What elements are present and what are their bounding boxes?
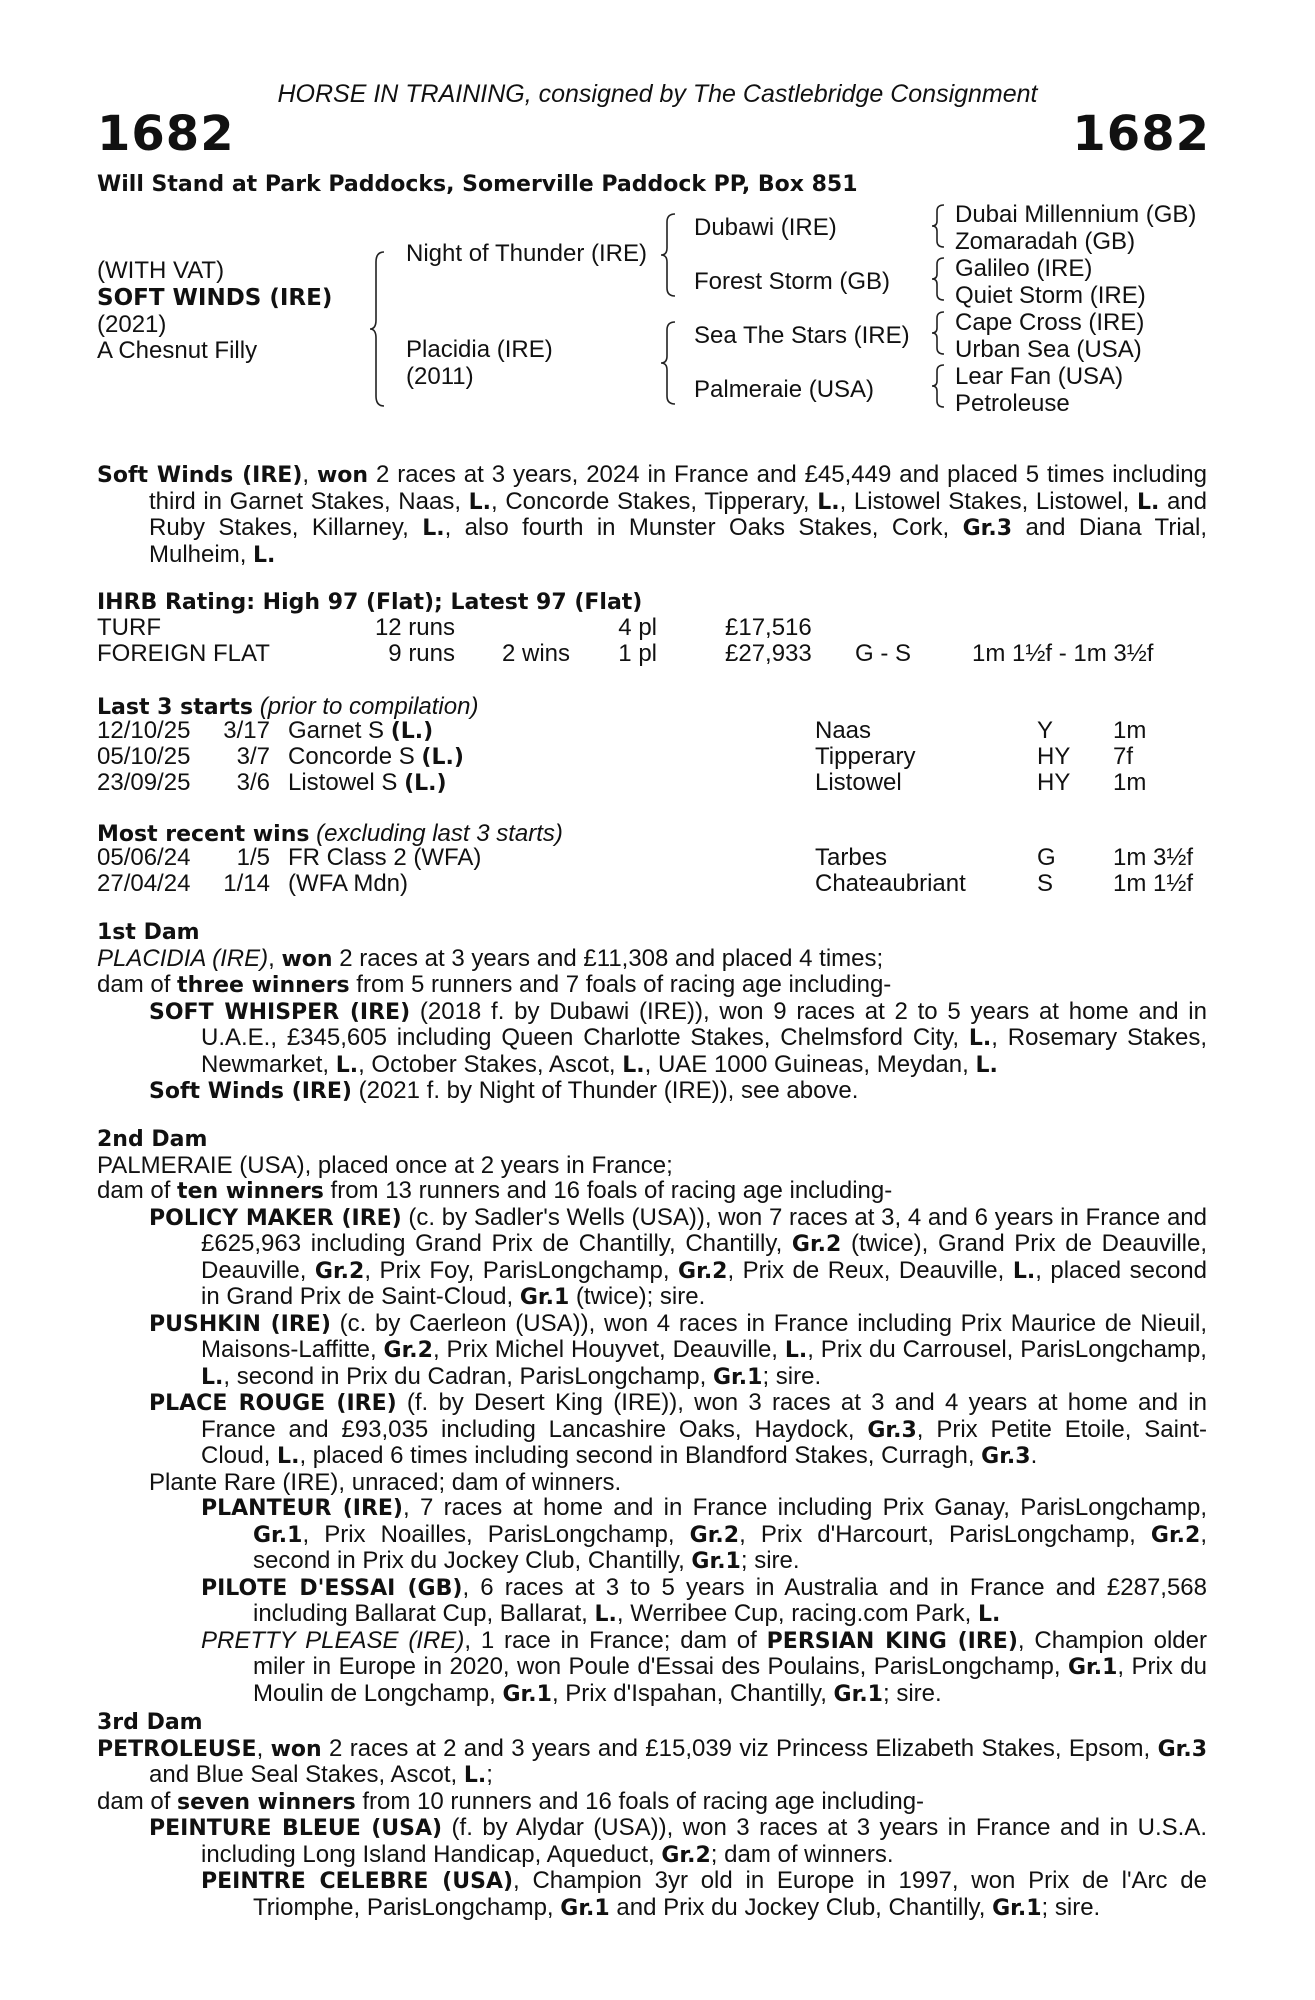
group-mark: Gr.2 <box>314 1258 365 1284</box>
pedigree-brace-g1 <box>932 203 946 249</box>
produce-record: , placed second in Grand Prix de Saint-Cloud, <box>201 1256 1207 1310</box>
start-race-grade: (L.) <box>421 745 464 770</box>
start-race <box>288 770 447 797</box>
produce-record: . <box>1030 1442 1038 1469</box>
start-distance: 1m <box>1113 769 1147 796</box>
group-mark: Gr.1 <box>1067 1655 1118 1680</box>
rating-wins: 2 wins <box>501 640 570 667</box>
rating-distance: 1m 1½f - 1m 3½f <box>972 640 1154 667</box>
win-going: S <box>1037 870 1054 897</box>
vat-label: (WITH VAT) <box>97 257 225 284</box>
produce-record: (twice), Grand Prix de Deauville, Deauville, <box>201 1230 1207 1284</box>
win-date: 27/04/24 <box>97 870 191 897</box>
pedigree-g7: Lear Fan (USA) <box>955 363 1124 390</box>
win-course: Tarbes <box>815 844 888 871</box>
dam-record: 2 races at 3 years and £11,308 and placed 4 times; <box>332 944 884 972</box>
listed-mark: L. <box>201 1364 224 1390</box>
start-race-name: Listowel S <box>288 769 405 796</box>
start-going: Y <box>1037 717 1054 744</box>
rating-placed: 1 pl <box>618 640 657 667</box>
group-mark: Gr.1 <box>713 1364 763 1390</box>
listed-mark: L. <box>977 1602 1001 1627</box>
pedigree-sire-dam: Forest Storm (GB) <box>694 268 891 295</box>
start-date: 12/10/25 <box>97 717 191 744</box>
produce-name: PUSHKIN (IRE) <box>149 1311 331 1337</box>
group-mark: Gr.1 <box>519 1285 570 1310</box>
start-going: HY <box>1037 769 1071 796</box>
third-dam-title: 3rd Dam <box>97 1710 203 1735</box>
produce-record: , 1 race in France; dam of <box>464 1626 767 1654</box>
start-race-grade: (L.) <box>390 719 434 744</box>
produce-record: , Prix Petite Etoile, Saint-Cloud, <box>201 1415 1207 1469</box>
listed-mark: L. <box>1136 489 1160 515</box>
produce-name: PERSIAN KING (IRE) <box>766 1628 1018 1654</box>
win-race: FR Class 2 (WFA) <box>288 844 482 871</box>
produce-name: PEINTRE CELEBRE (USA) <box>201 1869 514 1894</box>
produce-name: POLICY MAKER (IRE) <box>149 1205 402 1231</box>
pedigree-dam: Placidia (IRE) <box>406 336 553 363</box>
start-date: 23/09/25 <box>97 769 191 796</box>
listed-mark: L. <box>817 489 840 515</box>
second-dam-title: 2nd Dam <box>97 1127 208 1152</box>
pedigree-g4: Quiet Storm (IRE) <box>955 282 1146 309</box>
listed-mark: L. <box>253 542 276 568</box>
group-mark: Gr.2 <box>383 1338 433 1363</box>
produce-record: (c. by Caerleon (USA)), won 4 races in France including Prix Maurice de Nieuil, Maisons-Laffitte, <box>201 1309 1207 1363</box>
pedigree-g6: Urban Sea (USA) <box>955 336 1142 363</box>
group-mark: Gr.3 <box>867 1417 917 1443</box>
dam-of-prefix: dam of <box>97 1787 178 1815</box>
pedigree-g5: Cape Cross (IRE) <box>955 309 1145 336</box>
win-position: 1/5 <box>236 844 270 871</box>
rating-surface: FOREIGN FLAT <box>97 640 270 667</box>
produce-name: SOFT WHISPER (IRE) <box>149 999 411 1025</box>
rating-placed: 4 pl <box>618 614 657 641</box>
start-race-name: Concorde S <box>288 743 422 770</box>
produce-record: ; sire. <box>740 1547 800 1574</box>
dam-of-prefix: dam of <box>97 971 178 998</box>
produce-record: , Prix Michel Houyvet, Deauville, <box>432 1336 785 1363</box>
summary-horse-name: Soft Winds (IRE) <box>97 463 303 488</box>
start-date: 05/10/25 <box>97 743 191 770</box>
start-distance: 7f <box>1113 743 1134 770</box>
pedigree-g2: Zomaradah (GB) <box>955 228 1136 255</box>
group-mark: Gr.2 <box>661 1842 711 1868</box>
pedigree-dam-dam: Palmeraie (USA) <box>694 376 875 403</box>
produce-record: , placed 6 times including second in Blandford Stakes, Curragh, <box>299 1442 982 1469</box>
summary-text: and Ruby Stakes, Killarney, <box>149 487 1207 541</box>
produce-name: PLANTEUR (IRE) <box>201 1496 403 1521</box>
produce-name: PEINTURE BLEUE (USA) <box>149 1816 443 1841</box>
produce-record: ; dam of winners. <box>710 1840 894 1868</box>
start-position: 3/17 <box>223 717 270 744</box>
listed-mark: L. <box>968 1026 992 1051</box>
dam-name: PETROLEUSE <box>97 1736 257 1762</box>
group-mark: Gr.3 <box>962 516 1013 541</box>
race-summary: Soft Winds (IRE), won 2 races at 3 years, 2024 in France and £45,449 and placed 5 times including third in Garnet Stakes, Naas, L., Concorde Stakes, Tipperary, L., Listowel Stakes, Listowel, L. and Ruby Stakes, Killarney, L., also fourth in Munster Oaks Stakes, Cork, Gr.3 and Diana Trial, Mulheim, L. <box>97 461 1207 568</box>
group-mark: Gr.3 <box>981 1444 1031 1469</box>
produce-record: and Prix du Jockey Club, Chantilly, <box>609 1893 993 1921</box>
dam-record: and Blue Seal Stakes, Ascot, <box>149 1761 464 1788</box>
winners-count: three winners <box>177 973 350 998</box>
start-going: HY <box>1037 743 1071 770</box>
listed-mark: L. <box>975 1052 998 1078</box>
first-dam-title: 1st Dam <box>97 920 200 945</box>
produce-summary: from 13 runners and 16 foals of racing age including- <box>323 1177 893 1204</box>
consignment-line: HORSE IN TRAINING, consigned by The Castlebridge Consignment <box>277 80 1038 108</box>
produce-record: (f. by Alydar (USA)), won 3 races at 3 years in France and in U.S.A. including Long Island Handicap, Aqueduct, <box>201 1814 1207 1868</box>
start-course: Listowel <box>815 769 902 796</box>
horse-name: SOFT WINDS (IRE) <box>97 285 333 311</box>
produce-record: , Prix d'Harcourt, ParisLongchamp, <box>739 1520 1151 1548</box>
pedigree-dam-year: (2011) <box>406 363 474 390</box>
produce-record: , Prix du Carrousel, ParisLongchamp, <box>807 1336 1207 1363</box>
produce-summary: from 10 runners and 16 foals of racing age including- <box>355 1787 925 1815</box>
win-distance: 1m 1½f <box>1113 870 1194 897</box>
won-label: won <box>270 1736 322 1762</box>
listed-mark: L. <box>468 489 492 515</box>
produce-record: , 6 races at 3 to 5 years in Australia and in France and £287,568 including Ballarat Cup, Ballarat, <box>253 1573 1207 1627</box>
location-line: Will Stand at Park Paddocks, Somerville Paddock PP, Box 851 <box>97 172 858 197</box>
produce-record: (2021 f. by Night of Thunder (IRE)), see above. <box>351 1077 859 1104</box>
pedigree-brace-g2 <box>932 256 946 302</box>
pedigree-sire-sire: Dubawi (IRE) <box>694 214 837 241</box>
start-race <box>288 744 464 771</box>
win-course: Chateaubriant <box>815 870 966 897</box>
produce-record: (c. by Sadler's Wells (USA)), won 7 races at 3, 4 and 6 years in France and £625,963 including Grand Prix de Chantilly, Chantilly, <box>201 1203 1207 1257</box>
group-mark: Gr.1 <box>992 1895 1042 1921</box>
first-dam-section: 1st Dam PLACIDIA (IRE), won 2 races at 3 years and £11,308 and placed 4 times; dam of three winners from 5 runners and 7 foals of racing age including- SOFT WHISPER (IRE) (2018 f. by Dubawi (IRE)), won 9 races at 2 to 5 years at home and in U.A.E., £345,605 including Queen Charlotte Stakes, Chelmsford City, L., Rosemary Stakes, Newmarket, L., October Stakes, Ascot, L., UAE 1000 Guineas, Meydan, L. Soft Winds (IRE) (2021 f. by Night of Thunder (IRE)), see above. <box>97 920 1208 1104</box>
recent-title: Most recent wins <box>97 822 310 847</box>
summary-text: 2 races at 3 years, 2024 in France and £45,449 and placed 5 times including third in Garnet Stakes, Naas, <box>149 461 1207 515</box>
won-label: won <box>281 946 333 972</box>
recent-note: (excluding last 3 starts) <box>309 820 563 847</box>
group-mark: Gr.2 <box>1150 1522 1201 1548</box>
produce-record: , October Stakes, Ascot, <box>358 1050 623 1078</box>
produce-record: ; sire. <box>882 1679 942 1707</box>
pedigree-g1: Dubai Millennium (GB) <box>955 201 1197 228</box>
produce-record: , Prix du Moulin de Longchamp, <box>253 1653 1207 1707</box>
rating-going: G - S <box>855 640 912 667</box>
listed-mark: L. <box>622 1052 645 1078</box>
dam-record: PALMERAIE (USA), placed once at 2 years in France; <box>97 1151 673 1179</box>
start-race <box>288 718 433 745</box>
rating-surface: TURF <box>97 614 161 641</box>
produce-record: , second in Prix du Jockey Club, Chantilly, <box>253 1520 1207 1574</box>
produce-name: PRETTY PLEASE (IRE) <box>201 1626 465 1654</box>
group-mark: Gr.1 <box>833 1681 883 1707</box>
group-mark: Gr.1 <box>502 1681 552 1707</box>
produce-record: , Werribee Cup, racing.com Park, <box>616 1600 978 1627</box>
listed-mark: L. <box>335 1052 359 1078</box>
group-mark: Gr.2 <box>791 1232 842 1257</box>
group-mark: Gr.3 <box>1157 1736 1207 1762</box>
listed-mark: L. <box>422 516 445 541</box>
win-position: 1/14 <box>223 870 270 897</box>
start-position: 3/6 <box>236 769 270 796</box>
summary-won: won <box>316 463 369 488</box>
rating-row-turf <box>97 615 161 641</box>
produce-summary: from 5 runners and 7 foals of racing age including- <box>349 971 892 998</box>
produce-name: PLACE ROUGE (IRE) <box>149 1391 397 1416</box>
produce-record: , Prix d'Ispahan, Chantilly, <box>551 1679 834 1707</box>
produce-record: ; sire. <box>762 1362 822 1390</box>
listed-mark: L. <box>784 1338 808 1363</box>
pedigree-g3: Galileo (IRE) <box>955 255 1093 282</box>
last3-note: (prior to compilation) <box>253 693 479 720</box>
win-date: 05/06/24 <box>97 844 191 871</box>
winners-count: seven winners <box>177 1789 356 1815</box>
last3-title: Last 3 starts <box>97 695 254 720</box>
dam-name: PLACIDIA (IRE) <box>97 944 269 972</box>
start-course: Naas <box>815 717 872 744</box>
start-race-grade: (L.) <box>404 771 447 796</box>
produce-record: (2018 f. by Dubawi (IRE)), won 9 races at 2 to 5 years at home and in U.A.E., £345,605 including Queen Charlotte Stakes, Chelmsford City, <box>201 997 1207 1051</box>
produce-line: Plante Rare (IRE), unraced; dam of winners. <box>149 1468 622 1496</box>
pedigree-dam-sire: Sea The Stars (IRE) <box>694 322 910 349</box>
summary-text: , Concorde Stakes, Tipperary, <box>491 487 818 515</box>
group-mark: Gr.1 <box>560 1895 610 1921</box>
summary-text: , Listowel Stakes, Listowel, <box>839 487 1137 515</box>
horse-year: (2021) <box>97 311 167 338</box>
produce-record: (twice); sire. <box>569 1283 706 1310</box>
pedigree-brace-g4 <box>932 363 946 409</box>
pedigree-brace-main <box>372 250 386 408</box>
summary-text: and Diana Trial, Mulheim, <box>149 514 1207 568</box>
listed-mark: L. <box>463 1763 487 1788</box>
produce-record: , second in Prix du Cadran, ParisLongchamp, <box>223 1362 713 1390</box>
produce-record: , Champion older miler in Europe in 2020, won Poule d'Essai des Poulains, ParisLongchamp, <box>253 1626 1207 1680</box>
produce-record: , Prix Foy, ParisLongchamp, <box>364 1256 679 1284</box>
win-going: G <box>1037 844 1056 871</box>
rating-earnings: £27,933 <box>725 640 812 667</box>
produce-name: Soft Winds (IRE) <box>149 1079 352 1104</box>
start-position: 3/7 <box>236 743 270 770</box>
rating-runs: 9 runs <box>388 640 455 667</box>
rating-title: IHRB Rating: High 97 (Flat); Latest 97 (Flat) <box>97 590 643 615</box>
produce-record: ; sire. <box>1041 1893 1101 1921</box>
second-dam-section <box>97 1127 1207 1707</box>
produce-record: , UAE 1000 Guineas, Meydan, <box>644 1050 976 1078</box>
produce-record: , 7 races at home and in France including Prix Ganay, ParisLongchamp, <box>402 1494 1207 1521</box>
produce-record: , Prix de Reux, Deauville, <box>727 1256 1013 1284</box>
third-dam-section: 3rd Dam PETROLEUSE, won 2 races at 2 and 3 years and £15,039 viz Princess Elizabeth Stakes, Epsom, Gr.3 and Blue Seal Stakes, Ascot, L.; dam of seven winners from 10 runners and 16 foals of racing age including- PEINTURE BLEUE (USA) (f. by Alydar (USA)), won 3 races at 3 years in France and in U.S.A. including Long Island Handicap, Aqueduct, Gr.2; dam of winners. PEINTRE CELEBRE (USA), Champion 3yr old in Europe in 1997, won Prix de l'Arc de Triomphe, ParisLongchamp, Gr.1 and Prix du Jockey Club, Chantilly, Gr.1; sire. <box>97 1710 1207 1921</box>
produce-record: (f. by Desert King (IRE)), won 3 races at 3 and 4 years at home and in France and £93,035 including Lancashire Oaks, Haydock, <box>201 1389 1207 1443</box>
group-mark: Gr.1 <box>691 1549 741 1574</box>
start-race-name: Garnet S <box>288 717 391 744</box>
pedigree-brace-g3 <box>932 310 946 356</box>
produce-record: , Rosemary Stakes, Newmarket, <box>201 1024 1208 1078</box>
listed-mark: L. <box>277 1444 300 1469</box>
dam-of-prefix: dam of <box>97 1177 178 1204</box>
produce-record: , Champion 3yr old in Europe in 1997, won Prix de l'Arc de Triomphe, ParisLongchamp, <box>253 1867 1207 1921</box>
winners-count: ten winners <box>177 1179 324 1204</box>
dam-record: 2 races at 2 and 3 years and £15,039 viz Princess Elizabeth Stakes, Epsom, <box>321 1734 1158 1762</box>
horse-description: A Chesnut Filly <box>97 337 258 364</box>
start-course: Tipperary <box>815 743 916 770</box>
pedigree-g8: Petroleuse <box>955 390 1070 417</box>
produce-name: PILOTE D'ESSAI (GB) <box>201 1575 463 1601</box>
listed-mark: L. <box>1012 1258 1036 1284</box>
lot-number-right: 1682 <box>1072 106 1210 162</box>
listed-mark: L. <box>594 1602 617 1627</box>
group-mark: Gr.1 <box>253 1522 303 1548</box>
rating-earnings: £17,516 <box>725 614 812 641</box>
pedigree-brace-dam <box>663 320 677 406</box>
lot-number-left: 1682 <box>97 106 235 162</box>
rating-runs: 12 runs <box>374 614 455 641</box>
pedigree-sire: Night of Thunder (IRE) <box>406 240 647 267</box>
win-race: (WFA Mdn) <box>288 870 409 897</box>
dam-record: ; <box>486 1761 493 1788</box>
group-mark: Gr.2 <box>689 1522 740 1548</box>
start-distance: 1m <box>1113 717 1147 744</box>
group-mark: Gr.2 <box>678 1258 728 1284</box>
produce-record: , Prix Noailles, ParisLongchamp, <box>302 1520 690 1548</box>
summary-text: , also fourth in Munster Oaks Stakes, Cork, <box>444 514 963 541</box>
pedigree-brace-sire <box>663 212 677 298</box>
win-distance: 1m 3½f <box>1113 844 1194 871</box>
